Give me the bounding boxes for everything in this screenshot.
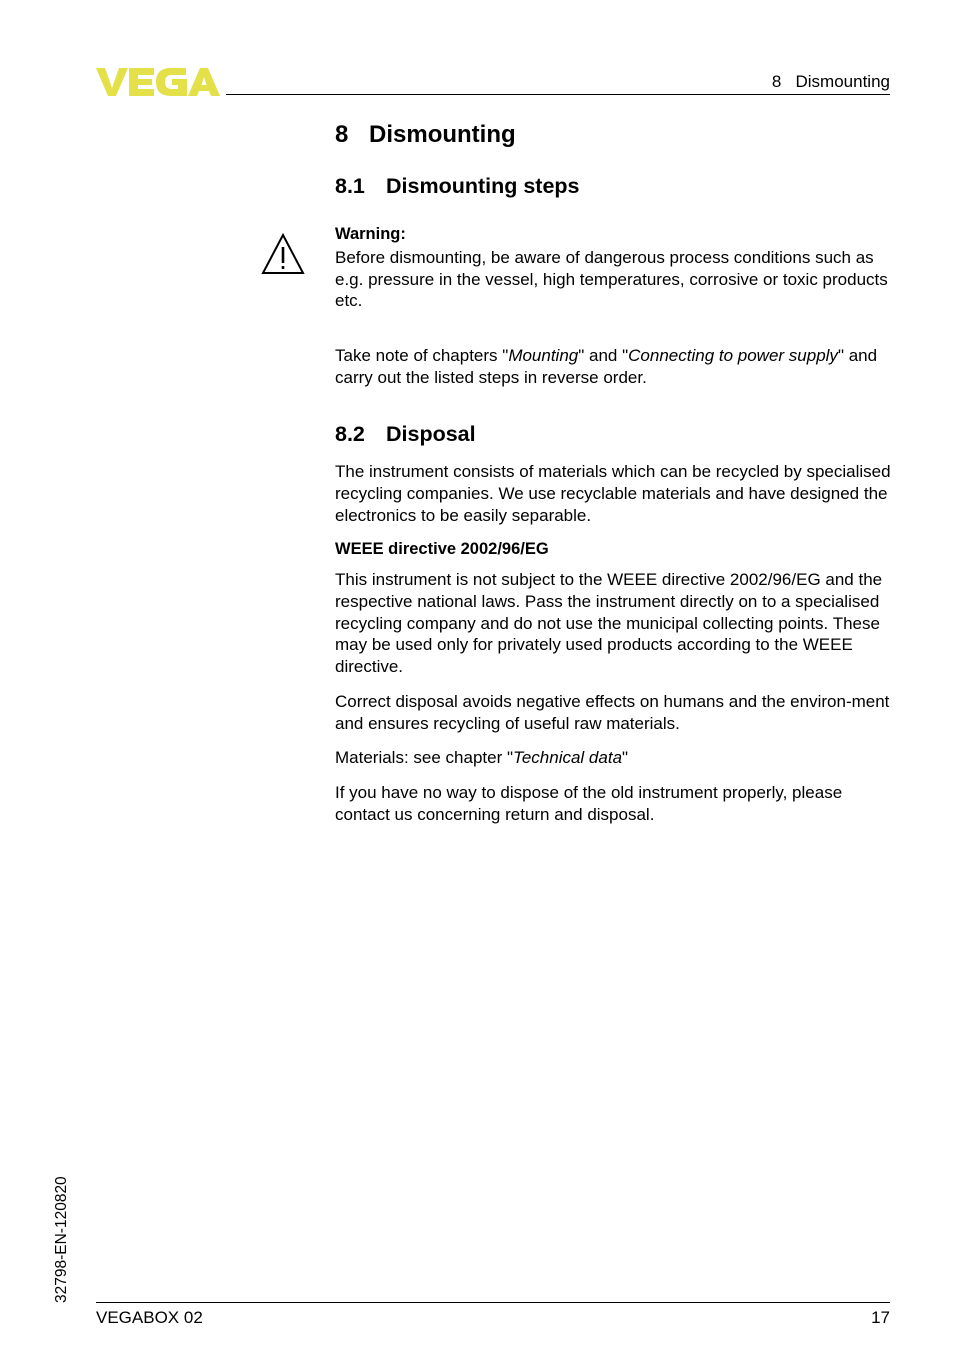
reverse-order-text (335, 345, 891, 389)
text-run: Materials: see chapter " (335, 748, 514, 767)
warning-text: Before dismounting, be aware of dangerous process conditions such as e.g. pressure in the vessel, high temperatures, corrosive or toxic products etc. (335, 247, 888, 311)
section-title: Dismounting steps (386, 174, 580, 198)
header-chapter-label: 8 Dismounting (771, 72, 890, 91)
footer-product-name: VEGABOX 02 (96, 1308, 203, 1327)
section-title: Disposal (386, 422, 476, 446)
page-number: 17 (871, 1308, 890, 1327)
chapter-ref-power-supply: Connecting to power supply (628, 346, 838, 365)
section-number: 8.1 (335, 174, 365, 198)
section-heading-dismounting-steps (335, 174, 580, 199)
vega-logo (96, 66, 220, 98)
text-run: " and " (578, 346, 629, 365)
section-number: 8.2 (335, 422, 365, 446)
warning-triangle-icon (261, 233, 305, 275)
weee-paragraph (335, 569, 891, 678)
chapter-title-text: Dismounting (369, 121, 516, 148)
warning-label: Warning: (335, 225, 406, 243)
chapter-ref-technical-data: Technical data (513, 748, 623, 767)
return-paragraph (335, 782, 891, 826)
correct-disposal-text: Correct disposal avoids negative effects on humans and the environ-ment and ensures recycling of useful raw materials. (335, 692, 890, 733)
document-number: 32798-EN-120820 (53, 1176, 70, 1303)
chapter-title (335, 121, 516, 149)
weee-text: This instrument is not subject to the WEEE directive 2002/96/EG and the respective national laws. Pass the instrument directly on to a specialised recycling company and do not use the municipal collecting points. These may be used only for privately used products according to the WEEE directive. (335, 570, 883, 677)
text-run: " and carry out the listed steps in reverse order. (335, 346, 878, 387)
materials-paragraph (335, 747, 891, 769)
chapter-number: 8 (335, 121, 349, 148)
footer-divider (96, 1302, 890, 1303)
header-divider (226, 94, 890, 95)
reverse-order-paragraph (335, 345, 891, 389)
return-text: If you have no way to dispose of the old instrument properly, please contact us concerning return and disposal. (335, 783, 843, 824)
warning-block (335, 224, 891, 312)
materials-text (335, 747, 891, 769)
text-run: " (622, 748, 629, 767)
weee-heading-block (335, 539, 891, 561)
chapter-ref-mounting: Mounting (508, 346, 579, 365)
disposal-intro (335, 461, 891, 526)
correct-disposal-paragraph (335, 691, 891, 735)
text-run: Take note of chapters " (335, 346, 509, 365)
disposal-intro-text: The instrument consists of materials which can be recycled by specialised recycling companies. We use recyclable materials and have designed the electronics to be easily separable. (335, 462, 891, 525)
section-heading-disposal (335, 422, 476, 447)
weee-heading: WEEE directive 2002/96/EG (335, 540, 549, 558)
